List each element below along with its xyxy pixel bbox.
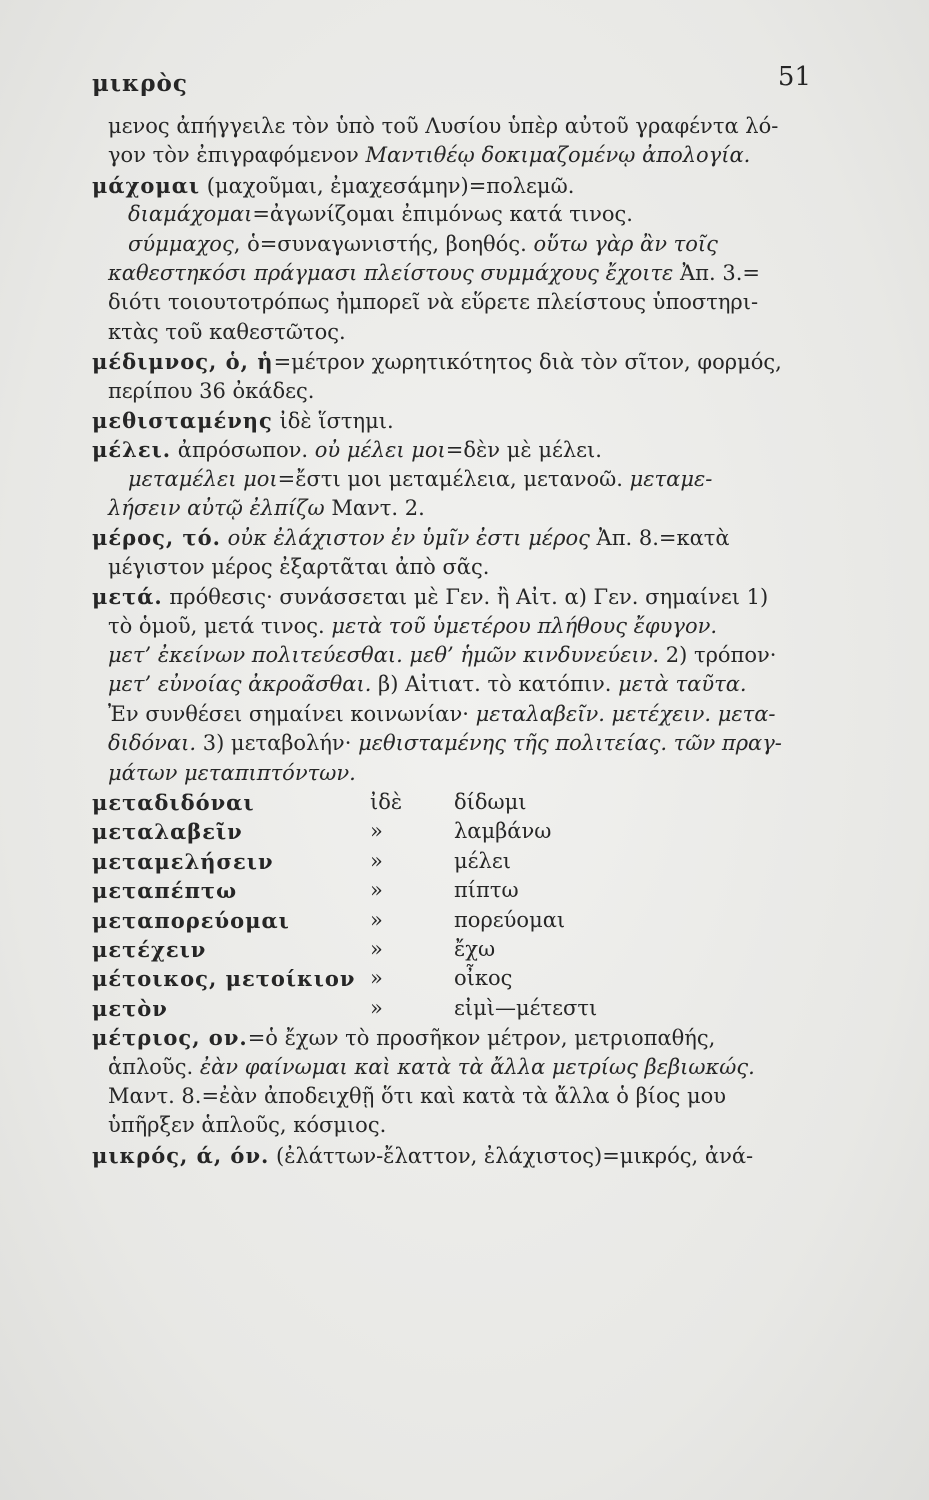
text-line <box>92 1111 807 1140</box>
text-line <box>92 553 807 582</box>
text-run: διότι τοιουτοτρόπως ἠμπορεῖ νὰ εὕρετε πλείστους ὑποστηρι- <box>108 290 759 315</box>
xref-target: μέλει <box>454 848 511 873</box>
text-line <box>92 288 807 317</box>
xref-headword: μετὸν <box>92 995 168 1021</box>
cross-reference-row <box>92 935 807 964</box>
example-text: Μαντιθέῳ δοκιμαζομένῳ ἀπολογία. <box>365 143 751 168</box>
xref-headword: μεταπέπτω <box>92 878 238 904</box>
xref-target: πορεύομαι <box>454 907 566 932</box>
example-text: μετὰ τοῦ ὑμετέρου πλήθους ἔφυγον. <box>331 613 718 638</box>
headword: μικρός, ά, όν. <box>92 1142 270 1168</box>
text-line <box>92 406 807 435</box>
cross-reference-row <box>92 847 807 876</box>
text-line <box>92 200 807 229</box>
text-line <box>92 700 807 729</box>
text-run: =ἀγωνίζομαι ἐπιμόνως κατά τινος. <box>252 202 633 227</box>
text-line <box>92 670 807 699</box>
text-line <box>92 1053 807 1082</box>
text-line <box>92 171 807 200</box>
text-run: περίπου 36 ὀκάδες. <box>108 378 315 403</box>
cross-reference-row <box>92 994 807 1023</box>
text-run: =μέτρον χωρητικότητος διὰ τὸν σῖτον, φορμός, <box>273 350 782 375</box>
text-line <box>92 347 807 376</box>
text-run: 2) τρόπον· <box>659 643 777 668</box>
guide-word: μικρὸς <box>92 70 188 97</box>
example-text: διδόναι. <box>108 731 197 756</box>
xref-mark: » <box>370 936 383 961</box>
cross-reference-list <box>92 788 807 1023</box>
headword: μάχομαι <box>92 172 201 198</box>
xref-mark: » <box>370 907 383 932</box>
example-text: μετὰ ταῦτα. <box>618 672 747 697</box>
cross-reference-row <box>92 964 807 993</box>
xref-headword: μετέχειν <box>92 936 207 962</box>
text-run: =ἔστι μοι μεταμέλεια, μετανοῶ. <box>277 466 630 491</box>
entry-lines-tail <box>92 1023 807 1170</box>
text-run: Ἀπ. 3.= <box>673 260 760 285</box>
text-run: γον τὸν ἐπιγραφόμενον <box>108 143 366 168</box>
page-header <box>92 58 811 98</box>
text-line <box>92 230 807 259</box>
xref-target: εἰμὶ—μέτεστι <box>454 995 598 1020</box>
text-line <box>92 259 807 288</box>
xref-headword: μέτοικος, μετοίκιον <box>92 966 356 992</box>
text-line <box>92 1082 807 1111</box>
text-line <box>92 582 807 611</box>
example-text: οὐ μέλει μοι <box>314 438 446 463</box>
text-line <box>92 494 807 523</box>
example-text: καθεστηκόσι πράγμασι πλείστους συμμάχους ἔχοιτε <box>108 260 674 285</box>
text-run: ἀπρόσωπον. <box>171 438 315 463</box>
text-run: ὑπῆρξεν ἁπλοῦς, κόσμιος. <box>108 1113 387 1138</box>
xref-headword: μεταλαβεῖν <box>92 819 243 845</box>
cross-reference-row <box>92 788 807 817</box>
example-text: μεθισταμένης τῆς πολιτείας. τῶν πραγ- <box>358 731 782 756</box>
text-run: , ὁ=συναγωνιστής, βοηθός. <box>233 231 534 256</box>
xref-mark: » <box>370 848 383 873</box>
text-run: β) Αἰτιατ. τὸ κατόπιν. <box>371 672 619 697</box>
cross-reference-row <box>92 876 807 905</box>
text-run: =δὲν μὲ μέλει. <box>445 438 602 463</box>
text-run: (μαχοῦμαι, ἐμαχεσάμην)=πολεμῶ. <box>200 173 575 198</box>
cross-reference-row <box>92 906 807 935</box>
example-text: οὕτω γὰρ ἂν τοῖς <box>533 231 718 256</box>
text-line <box>92 641 807 670</box>
text-line <box>92 1023 807 1052</box>
headword: μέρος, τό. <box>92 525 221 551</box>
example-text: μετ’ εὐνοίας ἀκροᾶσθαι. <box>108 672 372 697</box>
text-run: 3) μεταβολήν· <box>196 731 359 756</box>
xref-target: δίδωμι <box>454 789 527 814</box>
text-line <box>92 465 807 494</box>
example-text: ἐὰν φαίνωμαι καὶ κατὰ τὰ ἄλλα μετρίως βεβιωκώς. <box>199 1054 755 1079</box>
example-text: μεταμέλει μοι <box>128 466 278 491</box>
xref-mark: » <box>370 966 383 991</box>
text-run: κτὰς τοῦ καθεστῶτος. <box>108 319 346 344</box>
text-run <box>221 526 228 550</box>
headword: μεθισταμένης <box>92 407 273 433</box>
text-run: (ἐλάττων-ἔλαττον, ἐλάχιστος)=μικρός, ἀνά- <box>269 1143 754 1168</box>
entry-lines <box>92 112 807 788</box>
text-line <box>92 612 807 641</box>
example-text: μετ’ ἐκείνων πολιτεύεσθαι. μεθ’ ἡμῶν κινδυνεύειν. <box>108 643 660 668</box>
text-run: Ἀπ. 8.=κατὰ <box>589 526 730 551</box>
xref-mark: » <box>370 995 383 1020</box>
text-line <box>92 759 807 788</box>
xref-target: ἔχω <box>454 936 496 961</box>
example-text: οὐκ ἐλάχιστον ἐν ὑμῖν ἐστι μέρος <box>227 526 590 551</box>
text-line <box>92 1141 807 1170</box>
headword: μέλει. <box>92 437 172 463</box>
example-text: μεταμε- <box>629 466 713 491</box>
text-run: πρόθεσις· συνάσσεται μὲ Γεν. ἢ Αἰτ. α) Γεν. σημαίνει 1) <box>162 585 769 610</box>
text-run: Μαντ. 2. <box>324 496 425 521</box>
text-line <box>92 435 807 464</box>
text-line <box>92 141 807 170</box>
text-line <box>92 523 807 552</box>
text-run: μενος ἀπήγγειλε τὸν ὑπὸ τοῦ Λυσίου ὑπὲρ αὐτοῦ γραφέντα λό- <box>108 114 779 138</box>
page-number: 51 <box>777 62 811 92</box>
xref-target: πίπτω <box>454 878 519 903</box>
text-run: ἁπλοῦς. <box>108 1054 200 1079</box>
text-run: ἰδὲ ἵστημι. <box>272 408 394 433</box>
text-run: μέγιστον μέρος ἐξαρτᾶται ἀπὸ σᾶς. <box>108 554 490 579</box>
example-text: μεταλαβεῖν. μετέχειν. μετα- <box>475 701 776 726</box>
example-text: μάτων μεταπιπτόντων. <box>108 760 356 785</box>
text-line <box>92 377 807 406</box>
example-text: λήσειν αὐτῷ ἐλπίζω <box>108 496 325 521</box>
example-text: σύμμαχος <box>128 231 234 256</box>
xref-mark: » <box>370 819 383 844</box>
xref-headword: μεταδιδόναι <box>92 789 255 815</box>
headword: μετά. <box>92 584 163 610</box>
text-line <box>92 729 807 758</box>
headword: μέδιμνος, ὁ, ἡ <box>92 349 274 375</box>
xref-headword: μεταμελήσειν <box>92 848 274 874</box>
text-run: Ἐν συνθέσει σημαίνει κοινωνίαν· <box>108 701 476 726</box>
xref-headword: μεταπορεύομαι <box>92 907 290 933</box>
xref-target: οἶκος <box>454 966 513 991</box>
cross-reference-row <box>92 817 807 846</box>
xref-target: λαμβάνω <box>454 819 552 844</box>
text-line <box>92 318 807 347</box>
xref-mark: » <box>370 878 383 903</box>
entries-body <box>92 112 807 1170</box>
text-run: =ὁ ἔχων τὸ προσῆκον μέτρον, μετριοπαθής, <box>247 1026 716 1051</box>
text-line <box>92 112 807 141</box>
example-text: διαμάχομαι <box>128 202 253 227</box>
text-run: τὸ ὁμοῦ, μετά τινος. <box>108 613 332 638</box>
headword: μέτριος, ον. <box>92 1025 248 1051</box>
text-run: Μαντ. 8.=ἐὰν ἀποδειχθῇ ὅτι καὶ κατὰ τὰ ἄλλα ὁ βίος μου <box>108 1083 727 1108</box>
xref-mark: ἰδὲ <box>370 789 403 814</box>
